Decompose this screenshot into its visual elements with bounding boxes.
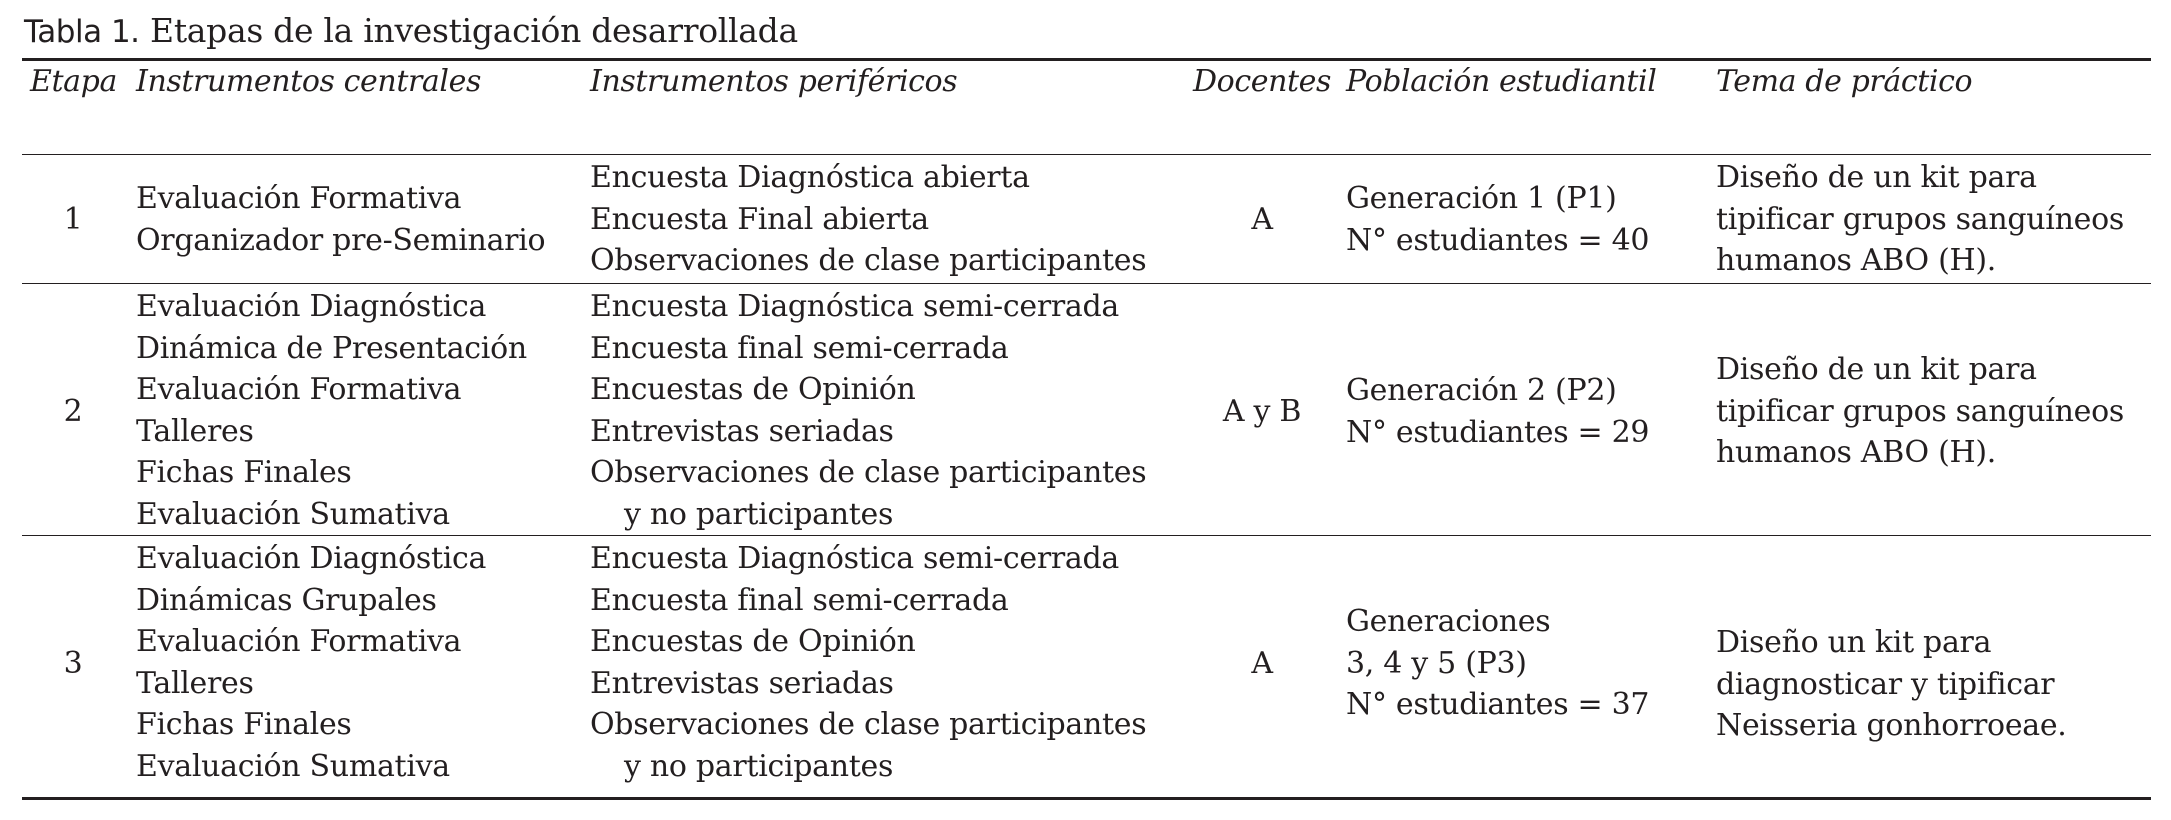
row-1-poblacion-estudiantil (1346, 178, 1649, 261)
row-2-etapa: 2 (63, 394, 83, 429)
list-item: Talleres (136, 665, 254, 701)
row-2-tema-de-practico (1716, 349, 2124, 474)
caption-text: Etapas de la investigación desarrollada (150, 11, 798, 50)
row-3-docentes: A (1251, 646, 1273, 681)
header-instrumentos-perifericos: Instrumentos periféricos (590, 64, 958, 99)
list-item: Fichas Finales (136, 455, 352, 490)
row-2-instrumentos-centrales (136, 286, 527, 535)
table-caption (24, 8, 798, 55)
list-item: Dinámica de Presentación (136, 330, 527, 366)
list-item: diagnosticar y tipificar (1716, 666, 2055, 702)
list-item: Observaciones de clase participantes (590, 455, 1147, 490)
list-item: Evaluación Sumativa (136, 496, 450, 532)
row-1-docentes: A (1251, 202, 1273, 237)
list-item: Encuesta Final abierta (590, 201, 929, 237)
list-item: Encuestas de Opinión (590, 624, 916, 659)
row-3-instrumentos-centrales (136, 538, 486, 787)
list-item: Encuesta Diagnóstica abierta (590, 160, 1030, 195)
list-item: Evaluación Sumativa (136, 748, 450, 784)
list-item: Evaluación Diagnóstica (136, 541, 487, 576)
list-item: N° estudiantes = 40 (1346, 222, 1650, 258)
row-3-poblacion-estudiantil (1346, 601, 1649, 726)
list-item: y no participantes (624, 748, 894, 784)
list-item: N° estudiantes = 29 (1346, 414, 1650, 450)
list-item: 3, 4 y 5 (P3) (1346, 645, 1527, 681)
list-item: Observaciones de clase participantes (590, 243, 1147, 278)
list-item: Encuesta Diagnóstica semi-cerrada (590, 289, 1120, 324)
row-1-instrumentos-perifericos (590, 157, 1146, 282)
list-item: Evaluación Diagnóstica (136, 289, 487, 324)
list-item: Fichas Finales (136, 707, 352, 742)
list-item: Encuesta final semi-cerrada (590, 330, 1009, 366)
list-item: Entrevistas seriadas (590, 413, 894, 449)
list-item: Encuesta Diagnóstica semi-cerrada (590, 541, 1120, 576)
list-item: Dinámicas Grupales (136, 582, 437, 618)
header-instrumentos-centrales: Instrumentos centrales (136, 64, 481, 99)
row-3-tema-de-practico (1716, 622, 2067, 747)
list-item: Organizador pre-Seminario (136, 222, 546, 258)
header-etapa: Etapa (30, 64, 117, 99)
list-item: Observaciones de clase participantes (590, 707, 1147, 742)
list-item: Diseño un kit para (1716, 625, 1992, 660)
row-2-instrumentos-perifericos (590, 286, 1146, 535)
list-item: Diseño de un kit para (1716, 160, 2037, 195)
row-2-docentes: A y B (1222, 394, 1302, 429)
row-1-instrumentos-centrales (136, 178, 545, 261)
header-docentes: Docentes (1193, 64, 1331, 99)
stages-table (22, 58, 2151, 800)
header-poblacion-estudiantil: Población estudiantil (1346, 64, 1657, 99)
list-item: humanos ABO (H). (1716, 243, 1996, 278)
list-item: Encuesta final semi-cerrada (590, 582, 1009, 618)
row-2-poblacion-estudiantil (1346, 370, 1649, 453)
list-item: tipificar grupos sanguíneos (1716, 201, 2124, 237)
list-item: Talleres (136, 413, 254, 449)
list-item: Encuestas de Opinión (590, 372, 916, 407)
row-divider (22, 283, 2151, 284)
list-item: humanos ABO (H). (1716, 435, 1996, 470)
list-item: Evaluación Formativa (136, 624, 462, 659)
list-item: Generaciones (1346, 604, 1551, 639)
header-tema-de-practico: Tema de práctico (1716, 64, 1973, 99)
list-item: tipificar grupos sanguíneos (1716, 393, 2124, 429)
list-item: Evaluación Formativa (136, 181, 462, 216)
list-item: Generación 2 (P2) (1346, 373, 1617, 408)
list-item: Diseño de un kit para (1716, 352, 2037, 387)
list-item: N° estudiantes = 37 (1346, 687, 1650, 722)
row-1-etapa: 1 (63, 202, 83, 237)
list-item: Evaluación Formativa (136, 372, 462, 407)
list-item: Generación 1 (P1) (1346, 181, 1617, 216)
list-item: Neisseria gonhorroeae. (1716, 708, 2067, 743)
list-item: y no participantes (624, 496, 894, 532)
row-1-tema-de-practico (1716, 157, 2124, 282)
row-3-etapa: 3 (63, 646, 83, 681)
row-divider (22, 535, 2151, 536)
caption-label: Tabla 1. (24, 14, 140, 50)
list-item: Entrevistas seriadas (590, 665, 894, 701)
row-3-instrumentos-perifericos (590, 538, 1146, 787)
header-divider (22, 154, 2151, 155)
